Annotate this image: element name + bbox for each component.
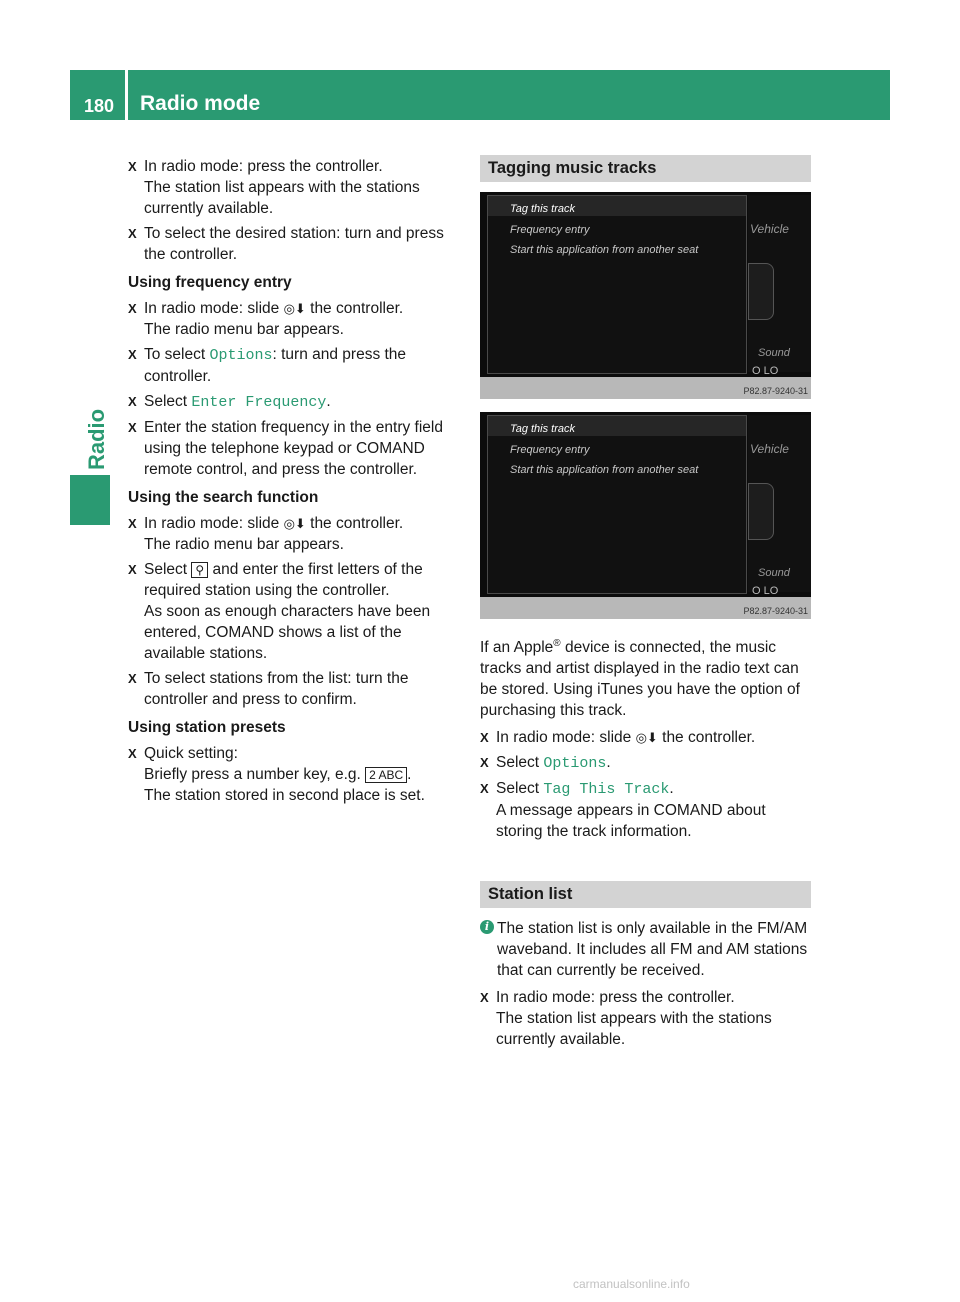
step-select-tag-track <box>480 778 811 842</box>
step-arrow-icon: X <box>480 730 489 746</box>
menu-option-code: Enter Frequency <box>191 394 327 411</box>
step-result: The station stored in second place is set. <box>144 787 425 804</box>
step-select-options <box>480 752 811 774</box>
step-text: To select the desired station: turn and press the controller. <box>144 225 444 263</box>
step-quick-setting <box>128 743 463 806</box>
step-text: To select stations from the list: turn the controller and press to confirm. <box>144 670 409 708</box>
side-panel-values: O LO <box>752 585 779 597</box>
step-result: The station list appears with the stations currently available. <box>144 179 420 217</box>
step-text: and enter the first letters of the required station using the controller. <box>144 561 423 599</box>
image-code: P82.87-9240-31 <box>743 606 808 616</box>
apple-paragraph <box>480 633 811 721</box>
step-press-controller <box>480 987 811 1050</box>
side-panel <box>748 195 811 377</box>
step-text: Select <box>496 780 544 798</box>
step-text: : turn and press the controller. <box>144 346 407 385</box>
step-result: A message appears in COMAND about storing the track information. <box>496 802 766 841</box>
menu-option-code: Options <box>209 347 273 364</box>
step-text: . <box>326 393 331 410</box>
paragraph-text: If an Apple <box>480 639 554 657</box>
menu-item: Tag this track <box>510 203 576 215</box>
watermark-text: carmanualsonline.info <box>573 1277 690 1291</box>
step-result: The radio menu bar appears. <box>144 321 344 338</box>
menu-item: Frequency entry <box>510 444 590 456</box>
step-arrow-icon: X <box>128 159 137 174</box>
menu-item: Start this application from another seat <box>510 244 699 256</box>
step-text: To select <box>144 346 210 363</box>
step-arrow-icon: X <box>128 516 137 531</box>
subheading-frequency-entry: Using frequency entry <box>128 274 292 291</box>
info-text: The station list is only available in the FM/AM waveband. It includes all FM and AM stations that can currently be received. <box>497 920 808 980</box>
step-arrow-icon: X <box>128 301 137 316</box>
step-text: Briefly press a number key, e.g. <box>144 766 366 783</box>
step-select-options <box>128 344 463 387</box>
step-text: Enter the station frequency in the entry field using the telephone keypad or COMAND remote control, and press the controller. <box>144 419 443 478</box>
side-panel-bottom-label: Sound <box>758 347 790 359</box>
step-text: . <box>669 780 674 798</box>
header-divider <box>125 70 128 120</box>
step-arrow-icon: X <box>128 746 137 761</box>
step-arrow-icon: X <box>128 420 137 435</box>
comand-screenshot <box>480 412 811 619</box>
step-arrow-icon: X <box>128 562 137 577</box>
step-select-station <box>128 223 463 265</box>
side-panel-values: O LO <box>752 365 779 377</box>
step-press-controller <box>128 156 463 219</box>
step-text: the controller. <box>657 729 756 747</box>
step-slide-controller <box>128 298 463 340</box>
step-slide-controller <box>128 513 463 555</box>
left-column <box>128 156 463 810</box>
step-arrow-icon: X <box>480 755 489 771</box>
step-text: Quick setting: <box>144 745 238 762</box>
menu-option-code: Tag This Track <box>543 781 670 799</box>
info-icon: i <box>480 920 494 934</box>
step-arrow-icon: X <box>128 347 137 362</box>
step-text: In radio mode: slide <box>496 729 636 747</box>
step-enter-frequency <box>128 417 463 480</box>
number-key-2-icon: 2 ABC <box>365 767 407 783</box>
section-tab-label: Radio <box>84 408 109 470</box>
step-arrow-icon: X <box>480 781 489 797</box>
step-text: the controller. <box>305 300 404 317</box>
controller-slide-down-icon: ◎⬇ <box>635 730 658 746</box>
subheading-station-presets: Using station presets <box>128 719 286 736</box>
step-text: In radio mode: press the controller. <box>496 989 735 1007</box>
search-icon: ⚲ <box>191 562 208 578</box>
section-tab-marker <box>70 475 110 525</box>
step-text: the controller. <box>305 515 404 532</box>
menu-item: Start this application from another seat <box>510 464 699 476</box>
menu-item: Tag this track <box>510 423 576 435</box>
image-code-strip <box>480 597 811 619</box>
controller-slide-down-icon: ◎⬇ <box>283 516 306 531</box>
side-panel <box>748 415 811 597</box>
controller-slide-down-icon: ◎⬇ <box>283 301 306 316</box>
step-text: In radio mode: press the controller. <box>144 158 383 175</box>
step-text: In radio mode: slide <box>144 515 284 532</box>
step-result: The radio menu bar appears. <box>144 536 344 553</box>
right-column <box>480 155 811 1054</box>
side-panel-top-label: Vehicle <box>750 222 789 236</box>
paragraph-text: device is connected, the music tracks and artist displayed in the radio text can be stored. Using iTunes you have the option of purchasing this track. <box>480 639 800 720</box>
side-panel-bottom-label: Sound <box>758 567 790 579</box>
comand-screenshot <box>480 192 811 399</box>
options-menu <box>487 195 747 374</box>
step-select-enter-frequency <box>128 391 463 413</box>
step-text: In radio mode: slide <box>144 300 284 317</box>
step-text: Select <box>496 754 544 772</box>
page-header <box>70 70 890 120</box>
step-arrow-icon: X <box>480 990 489 1006</box>
section-heading-station-list: Station list <box>480 881 811 908</box>
step-slide-controller <box>480 727 811 748</box>
controller-knob-graphic <box>748 263 774 320</box>
step-text: Select <box>144 393 192 410</box>
section-heading-tagging: Tagging music tracks <box>480 155 811 182</box>
step-select-from-list <box>128 668 463 710</box>
image-code: P82.87-9240-31 <box>743 386 808 396</box>
step-arrow-icon: X <box>128 226 137 241</box>
step-select-search <box>128 559 463 664</box>
step-result: The station list appears with the stations currently available. <box>496 1010 772 1049</box>
step-result: As soon as enough characters have been entered, COMAND shows a list of the available stations. <box>144 603 431 662</box>
page-title: Radio mode <box>140 92 261 115</box>
page-number: 180 <box>84 96 115 116</box>
step-text: . <box>606 754 611 772</box>
registered-mark: ® <box>553 638 561 649</box>
options-menu <box>487 415 747 594</box>
controller-knob-graphic <box>748 483 774 540</box>
step-arrow-icon: X <box>128 671 137 686</box>
step-text: Select <box>144 561 192 578</box>
side-panel-top-label: Vehicle <box>750 442 789 456</box>
step-arrow-icon: X <box>128 394 137 409</box>
info-note <box>480 918 811 981</box>
menu-item: Frequency entry <box>510 224 590 236</box>
menu-option-code: Options <box>543 755 607 773</box>
image-code-strip <box>480 377 811 399</box>
step-text: . <box>407 766 412 783</box>
subheading-search-function: Using the search function <box>128 489 319 506</box>
